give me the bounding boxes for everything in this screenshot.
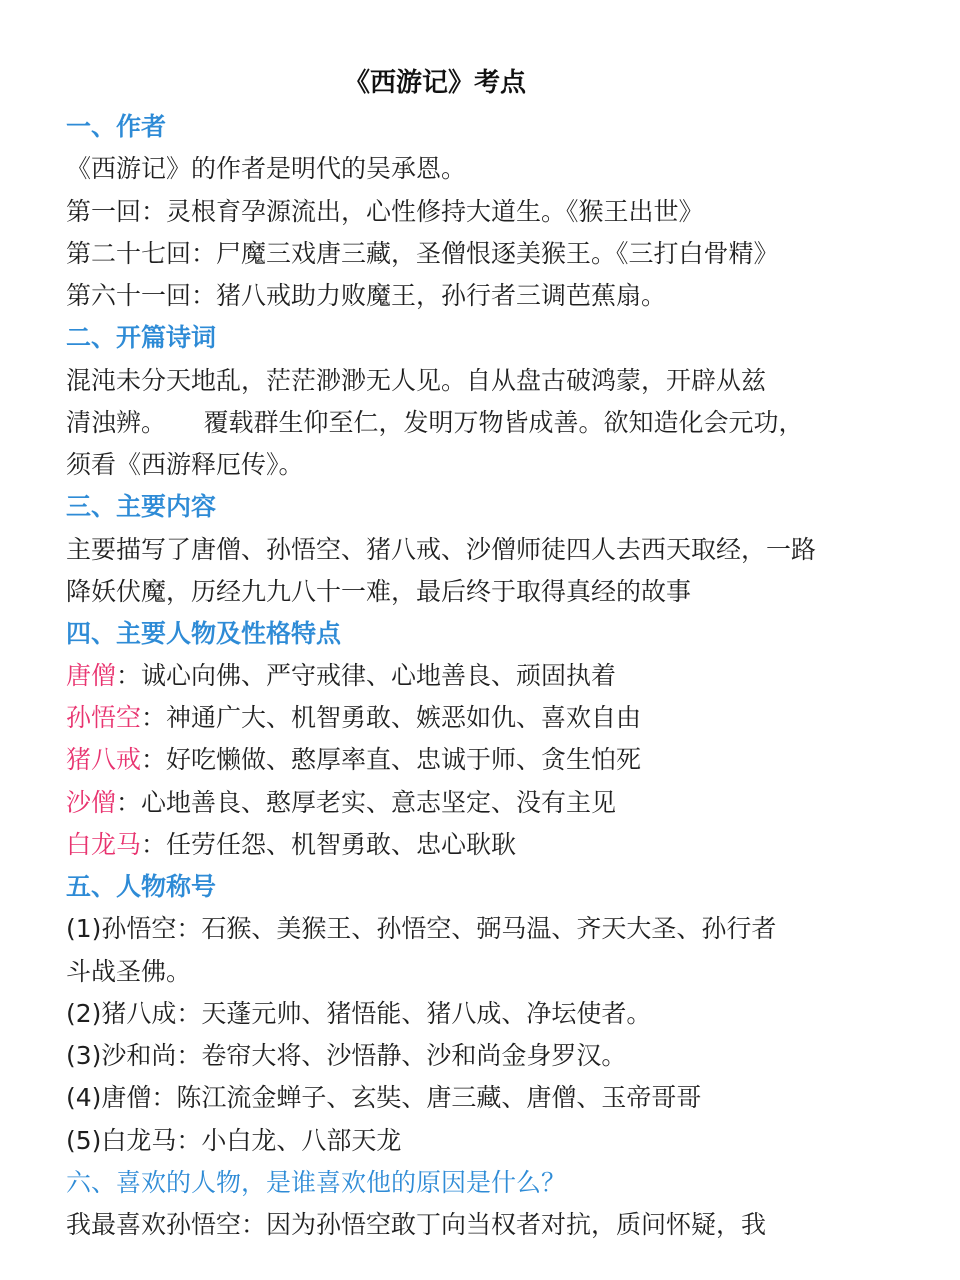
text-line: (2)猪八成：天蓬元帅、猪悟能、猪八成、净坛使者。	[66, 999, 652, 1028]
character-traits: ：好吃懒做、憨厚率直、忠诚于师、贪生怕死	[141, 745, 642, 774]
text-line: 第六十一回：猪八戒助力败魔王，孙行者三调芭蕉扇。	[66, 281, 667, 310]
section-heading-opening-poem: 二、开篇诗词	[66, 323, 217, 352]
text-line: 第一回：灵根育孕源流出，心性修持大道生。《猴王出世》	[66, 197, 704, 226]
text-line: 主要描写了唐僧、孙悟空、猪八戒、沙僧师徒四人去西天取经，一路	[66, 535, 817, 564]
character-name: 孙悟空	[66, 703, 142, 732]
character-line	[66, 743, 641, 777]
text-line: 混沌未分天地乱，茫茫渺渺无人见。自从盘古破鸿蒙，开辟从兹	[66, 366, 767, 395]
text-line: (3)沙和尚：卷帘大将、沙悟静、沙和尚金身罗汉。	[66, 1041, 627, 1070]
section-heading-author: 一、作者	[66, 112, 167, 141]
character-name: 白龙马	[66, 830, 142, 859]
text-line: 清浊辨。 覆载群生仰至仁，发明万物皆成善。欲知造化会元功，	[66, 408, 804, 437]
text-line: (5)白龙马：小白龙、八部天龙	[66, 1126, 402, 1155]
text-line: (1)孙悟空：石猴、美猴王、孙悟空、弼马温、齐天大圣、孙行者	[66, 914, 777, 943]
text-line: 须看《西游释厄传》。	[66, 450, 304, 479]
text-line: (4)唐僧：陈江流金蝉子、玄奘、唐三藏、唐僧、玉帝哥哥	[66, 1083, 702, 1112]
text-line: 降妖伏魔，历经九九八十一难，最后终于取得真经的故事	[66, 577, 692, 606]
character-traits: ：诚心向佛、严守戒律、心地善良、顽固执着	[116, 661, 617, 690]
text-line: 我最喜欢孙悟空：因为孙悟空敢丁向当权者对抗，质问怀疑，我	[66, 1210, 767, 1239]
section-heading-main-content: 三、主要内容	[66, 492, 217, 521]
character-traits: ：心地善良、憨厚老实、意志坚定、没有主见	[116, 788, 617, 817]
text-line: 《西游记》的作者是明代的吴承恩。	[66, 154, 467, 183]
character-name: 唐僧	[66, 661, 117, 690]
character-line	[66, 701, 641, 735]
character-name: 沙僧	[66, 788, 117, 817]
section-heading-characters: 四、主要人物及性格特点	[66, 619, 342, 648]
section-heading-titles: 五、人物称号	[66, 872, 217, 901]
character-line	[66, 659, 616, 693]
section-heading-favorite-character: 六、喜欢的人物，是谁喜欢他的原因是什么？	[66, 1168, 567, 1197]
character-line	[66, 786, 616, 820]
character-line	[66, 828, 516, 862]
text-line: 斗战圣佛。	[66, 957, 192, 986]
character-traits: ：任劳任怨、机智勇敢、忠心耿耿	[141, 830, 517, 859]
character-traits: ：神通广大、机智勇敢、嫉恶如仇、喜欢自由	[141, 703, 642, 732]
text-line: 第二十七回：尸魔三戏唐三藏，圣僧恨逐美猴王。《三打白骨精》	[66, 239, 779, 268]
page-title: 《西游记》考点	[343, 68, 526, 98]
character-name: 猪八戒	[66, 745, 142, 774]
